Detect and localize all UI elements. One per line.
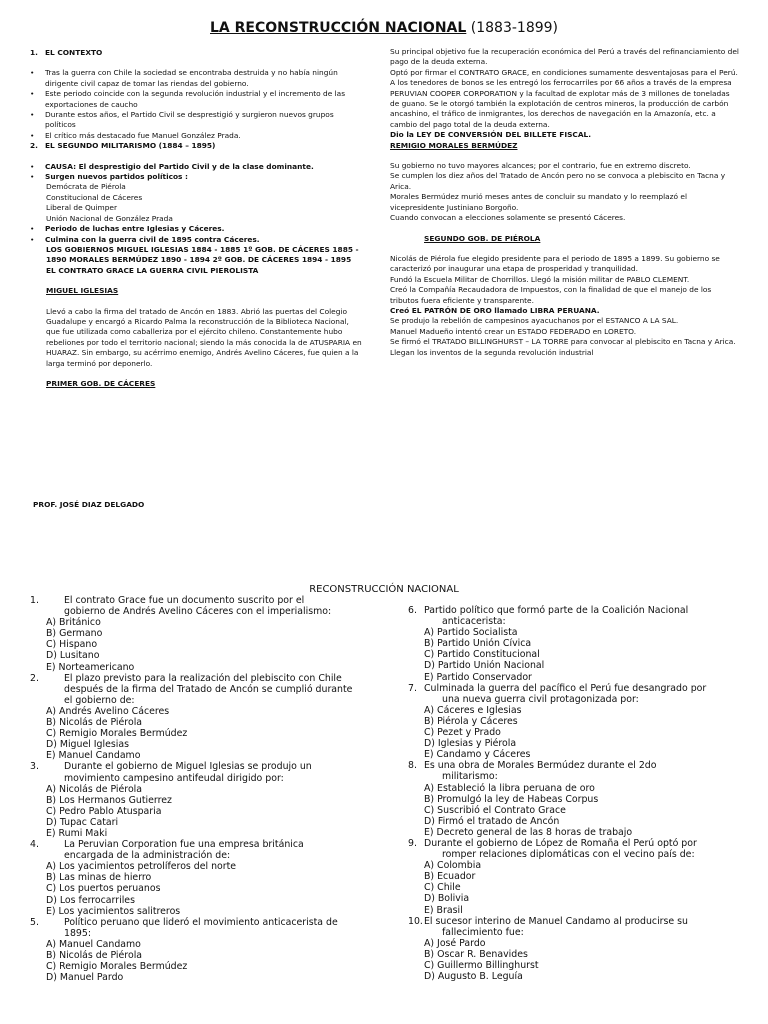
answer-option: E) Decreto general de las 8 horas de trabajo [424, 826, 633, 838]
question-block [408, 838, 740, 916]
answer-option: C) Pezet y Prado [424, 727, 501, 739]
bullet-item: • Tras la guerra con Chile la sociedad se encontraba destruida y no había ningún dirigente civil capaz de tomar las riendas del gobierno. [30, 68, 338, 88]
quiz-right-column [408, 605, 740, 982]
question-stem [408, 838, 740, 849]
section-heading: 1. EL CONTEXTO [30, 48, 103, 57]
bullet-item: • Este periodo coincide con la segunda revolución industrial y el incremento de las exportaciones de caucho [30, 89, 346, 109]
question-stem [408, 683, 740, 694]
answer-option: C) Chile [424, 882, 461, 894]
answer-option: D) Lusitano [46, 650, 100, 662]
answer-option: B) Las minas de hierro [46, 872, 152, 884]
question-number: 4. [30, 839, 39, 851]
answer-option: B) Nicolás de Piérola [46, 717, 143, 729]
caceres-heading: PRIMER GOB. DE CÁCERES [46, 378, 156, 388]
answer-option: C) Hispano [46, 639, 98, 651]
question-block [30, 595, 360, 673]
bullet-item: • El crítico más destacado fue Manuel González Prada. [30, 130, 241, 140]
question-text-continued: militarismo: [442, 771, 498, 783]
answer-option: D) Bolivia [424, 893, 470, 905]
iglesias-heading: MIGUEL IGLESIAS [46, 286, 119, 296]
paragraph: Su gobierno no tuvo mayores alcances; por el contrario, fue en extremo discreto. [390, 161, 691, 171]
question-number: 9. [408, 837, 417, 849]
answer-option: A) Partido Socialista [424, 627, 518, 639]
paragraph: Llegan los inventos de la segunda revolución industrial [390, 347, 594, 357]
question-text: El contrato Grace fue un documento suscrito por el [64, 595, 305, 606]
bullet-item: • Culmina con la guerra civil de 1895 contra Cáceres. [30, 234, 260, 244]
answer-option: B) Los Hermanos Gutierrez [46, 794, 172, 806]
question-stem [30, 761, 360, 772]
title-main: LA RECONSTRUCCIÓN NACIONAL [210, 20, 467, 36]
question-text: Durante el gobierno de López de Romaña el Perú optó por [424, 837, 697, 849]
answer-option: D) Tupac Catari [46, 816, 119, 828]
answer-option: B) Piérola y Cáceres [424, 715, 518, 727]
answer-option: D) Partido Unión Nacional [424, 660, 545, 672]
paragraph: Dio la LEY DE CONVERSIÓN DEL BILLETE FISCAL. [390, 130, 592, 140]
paragraph: Creó EL PATRÓN DE ORO llamado LIBRA PERUANA. [390, 305, 600, 315]
answer-option: C) Los puertos peruanos [46, 883, 161, 895]
answer-option: A) Cáceres e Iglesias [424, 704, 522, 716]
right-column [390, 47, 740, 358]
paragraph: Se produjo la rebelión de campesinos ayacuchanos por el ESTANCO A LA SAL. [390, 316, 679, 326]
question-text-continued: gobierno de Andrés Avelino Cáceres con el imperialismo: [64, 606, 332, 618]
bullet-item: • Durante estos años, el Partido Civil se desprestigió y surgieron nuevos grupos políticos [30, 110, 334, 130]
question-text-continued: encargada de la administración de: [64, 850, 231, 862]
question-stem [408, 605, 740, 616]
answer-option: E) Rumi Maki [46, 827, 108, 839]
author-name: PROF. JOSÉ DIAZ DELGADO [33, 500, 145, 509]
question-text: La Peruvian Corporation fue una empresa británica [64, 839, 304, 851]
answer-option: D) Augusto B. Leguía [424, 971, 523, 983]
question-number: 10. [408, 915, 423, 927]
answer-option: B) Nicolás de Piérola [46, 950, 143, 961]
question-text: Es una obra de Morales Bermúdez durante el 2do [424, 760, 657, 772]
question-block [408, 916, 740, 983]
question-stem [30, 673, 360, 684]
governments-line: LOS GOBIERNOS MIGUEL IGLESIAS 1884 - 1885 1º GOB. DE CÁCERES 1885 - 1890 MORALES BERMÚDEZ 1890 - 1894 2º GOB. DE CÁCERES 1894 - 1895 EL CONTRATO GRACE LA GUERRA CIVIL PIEROLISTA [46, 244, 359, 275]
question-block [30, 839, 360, 917]
morales-heading: REMIGIO MORALES BERMÚDEZ [390, 140, 518, 150]
answer-option: C) Partido Constitucional [424, 649, 540, 661]
party-item: Demócrata de Piérola [46, 182, 126, 192]
question-text-continued: 1895: [64, 927, 92, 939]
party-item: Liberal de Quimper [46, 203, 117, 213]
question-text: Durante el gobierno de Miguel Iglesias se produjo un [64, 761, 312, 773]
question-stem [30, 595, 360, 606]
answer-option: B) Partido Unión Cívica [424, 638, 532, 650]
paragraph: Su principal objetivo fue la recuperación económica del Perú a través del refinanciamiento del pago de la deuda externa. [390, 47, 739, 67]
bullet-item: • Periodo de luchas entre Iglesias y Cáceres. [30, 224, 225, 234]
question-number: 7. [408, 682, 417, 694]
question-text-continued: romper relaciones diplomáticas con el vecino país de: [442, 849, 695, 861]
section-heading: 2. EL SEGUNDO MILITARISMO (1884 – 1895) [30, 141, 216, 151]
title-years: (1883-1899) [466, 20, 558, 36]
answer-option: E) Candamo y Cáceres [424, 749, 531, 761]
answer-option: B) Promulgó la ley de Habeas Corpus [424, 793, 599, 805]
paragraph: Se cumplen los diez años del Tratado de Ancón pero no se convoca a plebiscito en Tacna y Arica. [390, 171, 726, 191]
answer-option: D) Firmó el tratado de Ancón [424, 815, 560, 827]
question-number: 2. [30, 672, 39, 684]
question-number: 5. [30, 916, 39, 928]
question-text-continued: anticacerista: [442, 616, 506, 628]
paragraph: Optó por firmar el CONTRATO GRACE, en condiciones sumamente desventajosas para el Perú. A los tenedores de bonos se les entregó los ferrocarriles por 66 años a través de la empresa PERUVIAN COOPER CORPORATION y la facultad de explotar más de 3 millones de toneladas de guano. Se le otorgó también la explotación de centros mineros, la producción de carbón ancashino, el tráfico de inmigrantes, los derechos de navegación en la Amazonía, etc. a cambio del pago total de la deuda externa. [390, 67, 738, 129]
question-block [408, 605, 740, 683]
question-text: El sucesor interino de Manuel Candamo al producirse su [424, 915, 688, 927]
answer-option: E) Los yacimientos salitreros [46, 905, 181, 917]
answer-option: E) Manuel Candamo [46, 750, 141, 762]
quiz-title: RECONSTRUCCIÓN NACIONAL [309, 584, 459, 595]
quiz-left-column [30, 595, 360, 983]
question-number: 6. [408, 605, 417, 616]
question-number: 8. [408, 760, 417, 772]
question-number: 1. [30, 595, 39, 606]
question-block [408, 760, 740, 838]
answer-option: A) Colombia [424, 860, 482, 872]
answer-option: B) Germano [46, 628, 103, 640]
paragraph: Se firmó el TRATADO BILLINGHURST – LA TORRE para convocar al plebiscito en Tacna y Arica. [390, 337, 736, 347]
answer-option: D) Los ferrocarriles [46, 894, 135, 906]
answer-option: C) Remigio Morales Bermúdez [46, 961, 188, 973]
pierola-heading: SEGUNDO GOB. DE PIÉROLA [424, 233, 541, 243]
paragraph: Morales Bermúdez murió meses antes de concluir su mandato y lo reemplazó el vicepresidente Justiniano Borgoño. [390, 192, 688, 212]
answer-option: A) Los yacimientos petrolíferos del norte [46, 861, 237, 873]
answer-option: B) Oscar R. Benavides [424, 948, 528, 960]
answer-option: C) Guillermo Billinghurst [424, 960, 539, 971]
question-text: Partido político que formó parte de la Coalición Nacional [424, 605, 689, 616]
question-text: Culminada la guerra del pacífico el Perú fue desangrado por [424, 682, 707, 694]
answer-option: D) Miguel Iglesias [46, 739, 130, 751]
answer-option: A) Estableció la libra peruana de oro [424, 782, 595, 794]
party-item: Constitucional de Cáceres [46, 192, 143, 202]
paragraph: Creó la Compañía Recaudadora de Impuestos, con la finalidad de que el manejo de los tributos fuera eficiente y transparente. [390, 285, 712, 305]
answer-option: A) Nicolás de Piérola [46, 783, 143, 795]
bullet-item: • CAUSA: El desprestigio del Partido Civil y de la clase dominante. [30, 161, 314, 171]
answer-option: C) Suscribió el Contrato Grace [424, 804, 566, 816]
answer-option: A) Andrés Avelino Cáceres [46, 705, 170, 717]
paragraph: Cuando convocan a elecciones solamente se presentó Cáceres. [390, 213, 626, 223]
answer-option: E) Brasil [424, 904, 463, 916]
paragraph: Nicolás de Piérola fue elegido presidente para el periodo de 1895 a 1899. Su gobierno se caracterizó por inaugurar una etapa de prosperidad y tranquilidad. [390, 253, 720, 274]
answer-option: D) Iglesias y Piérola [424, 738, 517, 750]
answer-option: A) José Pardo [424, 937, 486, 949]
answer-option: D) Manuel Pardo [46, 972, 124, 984]
paragraph: Manuel Madueño intentó crear un ESTADO FEDERADO en LORETO. [390, 326, 637, 336]
answer-option: A) Británico [46, 617, 101, 629]
question-stem [408, 760, 740, 771]
answer-option: A) Manuel Candamo [46, 938, 141, 950]
answer-option: B) Ecuador [424, 871, 476, 883]
question-text-continued: una nueva guerra civil protagonizada por: [442, 693, 639, 705]
answer-option: C) Pedro Pablo Atusparia [46, 805, 162, 817]
question-text: Político peruano que lideró el movimiento anticacerista de [64, 916, 338, 928]
question-block [30, 673, 360, 762]
party-item: Unión Nacional de González Prada [46, 213, 173, 223]
question-text: El plazo previsto para la realización del plebiscito con Chile [64, 672, 342, 684]
answer-option: E) Norteamericano [46, 661, 135, 673]
question-text-continued: fallecimiento fue: [442, 926, 524, 938]
question-stem [30, 839, 360, 850]
question-stem [30, 917, 360, 928]
question-block [408, 683, 740, 761]
answer-option: C) Remigio Morales Bermúdez [46, 728, 188, 740]
question-stem [408, 916, 740, 927]
paragraph: Fundó la Escuela Militar de Chorrillos. Llegó la misión militar de PABLO CLEMENT. [390, 274, 690, 284]
question-block [30, 917, 360, 984]
question-block [30, 761, 360, 839]
bullet-item: • Surgen nuevos partidos políticos : [30, 172, 188, 182]
left-column [30, 48, 362, 389]
question-number: 3. [30, 761, 39, 773]
answer-option: E) Partido Conservador [424, 671, 532, 683]
question-text-continued: después de la firma del Tratado de Ancón se cumplió durante el gobierno de: [64, 683, 353, 706]
iglesias-paragraph: Llevó a cabo la firma del tratado de Ancón en 1883. Abrió las puertas del Colegio Guadalupe y encargó a Ricardo Palma la reconstrucción de la Biblioteca Nacional, que fue utilizada como caballeriza por el ejército chileno. Constantemente hubo rebeliones por todo el territorio nacional; siendo la más conocida la de ATUSPARIA en HUARAZ. Sin embargo, su acérrimo enemigo, Andrés Avelino Cáceres, fue quien a la larga terminó por deponerlo. [46, 306, 362, 368]
question-text-continued: movimiento campesino antifeudal dirigido por: [64, 772, 284, 784]
page-title [0, 20, 768, 36]
